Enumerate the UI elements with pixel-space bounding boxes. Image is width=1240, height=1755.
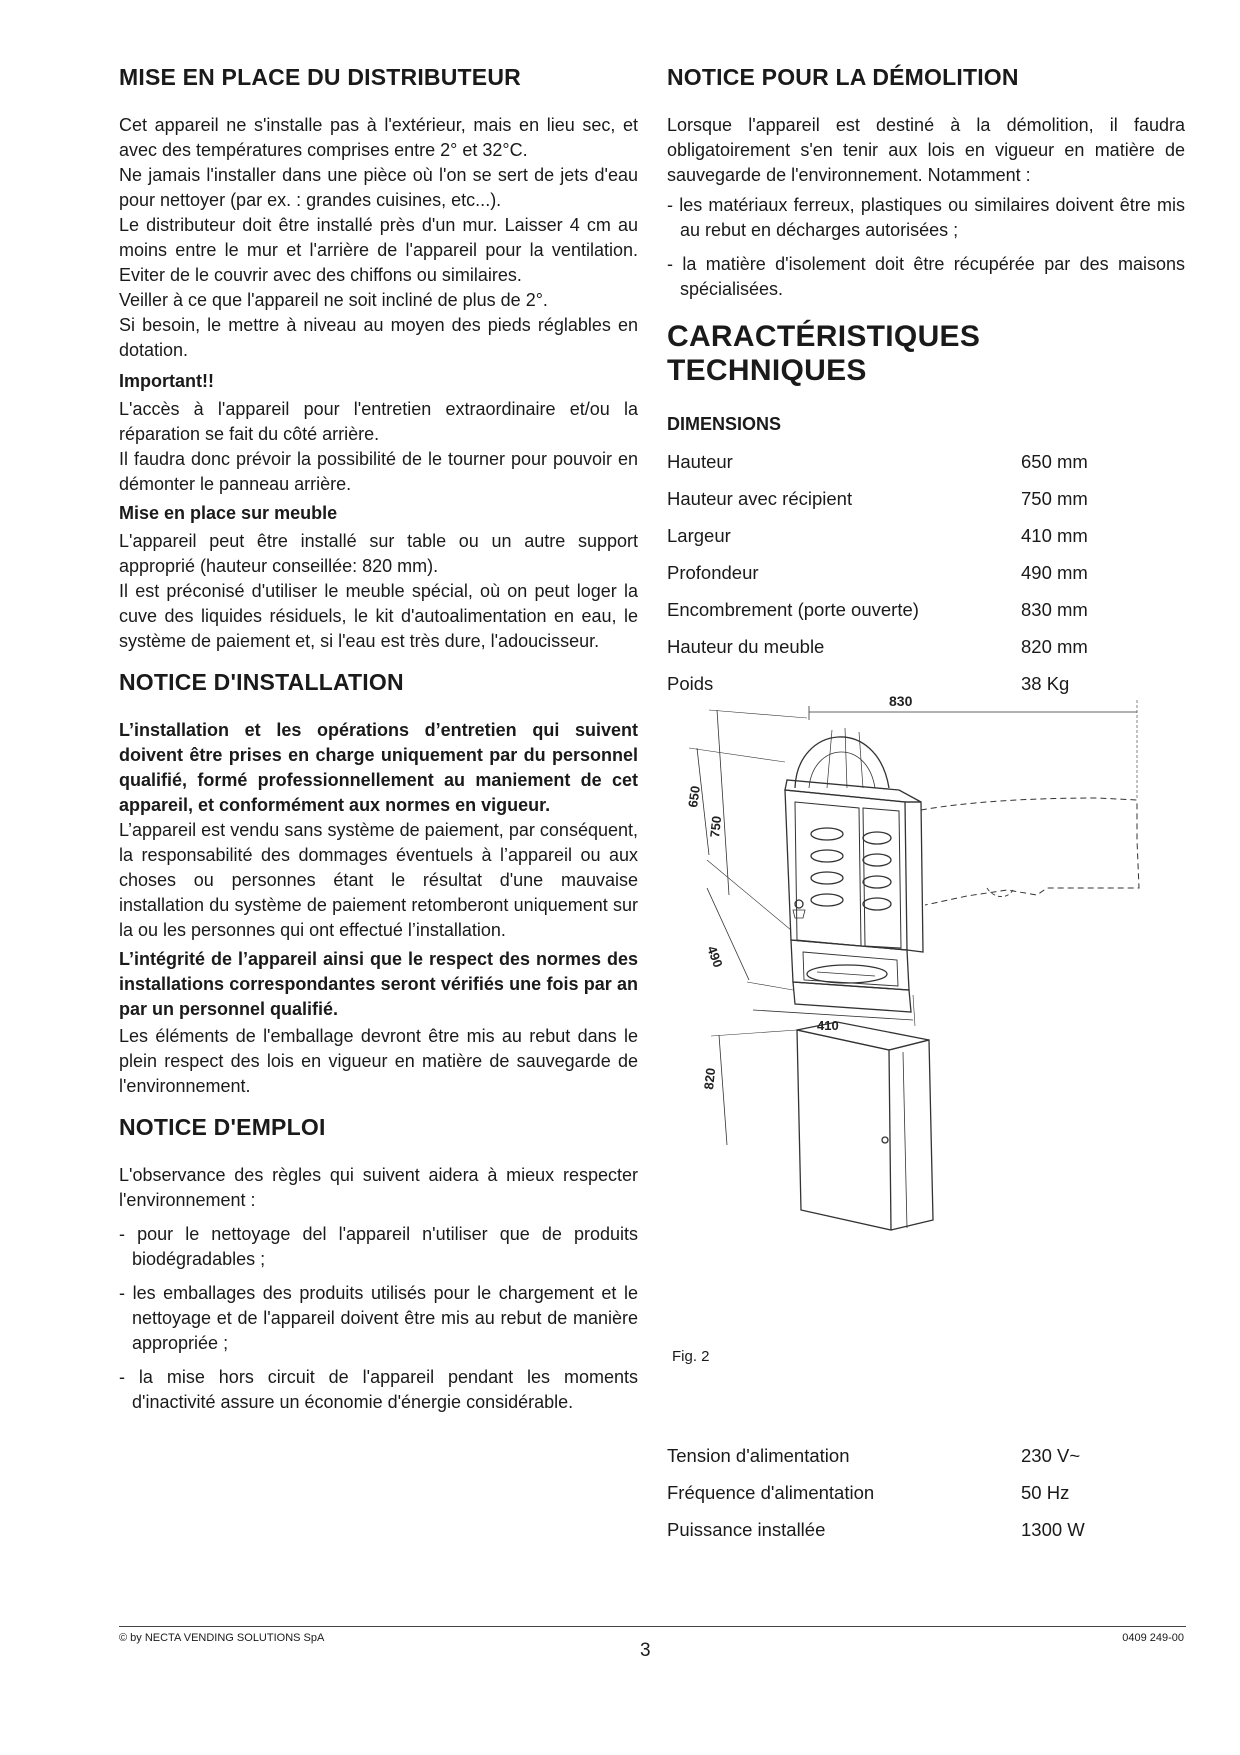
spec-label: Encombrement (porte ouverte)	[667, 598, 919, 620]
install-bold-para-2: L’intégrité de l’appareil ainsi que le respect des normes des installations correspondantes seront vérifiés une fois par an par un personnel qualifié.	[119, 949, 638, 1019]
spec-value: 1300 W	[1021, 1518, 1085, 1540]
spec-label: Hauteur du meuble	[667, 635, 825, 657]
subheading-important: Important!!	[119, 371, 214, 391]
right-column	[667, 64, 1185, 702]
dim-label-830: 830	[889, 693, 913, 709]
spec-value: 820 mm	[1021, 635, 1088, 657]
dim-label-490: 490	[704, 943, 726, 970]
demolition-item: - les matériaux ferreux, plastiques ou similaires doivent être mis au rebut en décharges autorisées ;	[667, 195, 1185, 240]
install-para-1: L’appareil est vendu sans système de paiement, par conséquent, la responsabilité des dommages éventuels à l’appareil ou aux choses ou personnes étant le résultat d'une mauvaise installation du système de paiement retomberont uniquement sur la ou les personnes qui ont effectué l’installation.	[119, 820, 638, 940]
subheading-meuble: Mise en place sur meuble	[119, 503, 338, 523]
heading-notice-emploi: NOTICE D'EMPLOI	[119, 1114, 326, 1140]
emploi-item: - pour le nettoyage del l'appareil n'utiliser que de produits biodégradables ;	[119, 1224, 638, 1269]
spec-value: 410 mm	[1021, 524, 1088, 546]
mise-para-5: Si besoin, le mettre à niveau au moyen des pieds réglables en dotation.	[119, 315, 638, 360]
electrical-table	[667, 1437, 1185, 1548]
spec-value: 490 mm	[1021, 561, 1088, 583]
emploi-item: - la mise hors circuit de l'appareil pendant les moments d'inactivité assure un économie d'énergie considérable.	[119, 1367, 638, 1412]
meuble-para-2: Il est préconisé d'utiliser le meuble spécial, où on peut loger la cuve des liquides résiduels, le kit d'autoalimentation en eau, le système de paiement et, si l'eau est très dure, l'adoucisseur.	[119, 581, 638, 651]
footer-divider	[119, 1626, 1186, 1627]
spec-value: 830 mm	[1021, 598, 1088, 620]
spec-label: Tension d'alimentation	[667, 1444, 850, 1466]
dim-label-750: 750	[707, 815, 725, 839]
install-para-2: Les éléments de l'emballage devront être mis au rebut dans le plein respect des lois en vigueur en matière de sauvegarde de l'environnement.	[119, 1026, 638, 1096]
spec-value: 750 mm	[1021, 487, 1088, 509]
heading-mise-en-place: MISE EN PLACE DU DISTRIBUTEUR	[119, 64, 521, 90]
spec-row	[667, 554, 1185, 591]
vending-machine-dimension-drawing	[667, 690, 1187, 1250]
important-para-1: L'accès à l'appareil pour l'entretien extraordinaire et/ou la réparation se fait du côté arrière.	[119, 399, 638, 444]
page-number: 3	[640, 1640, 651, 1661]
footer-copyright: © by NECTA VENDING SOLUTIONS SpA	[119, 1632, 325, 1644]
spec-label: Profondeur	[667, 561, 759, 583]
spec-value: 230 V~	[1021, 1444, 1081, 1466]
demolition-para: Lorsque l'appareil est destiné à la démolition, il faudra obligatoirement s'en tenir aux lois en vigueur en matière de sauvegarde de l'environnement. Notamment :	[667, 115, 1185, 185]
spec-label: Fréquence d'alimentation	[667, 1481, 875, 1503]
spec-value: 50 Hz	[1021, 1481, 1070, 1503]
left-column	[119, 64, 638, 1415]
install-bold-para-1: L’installation et les opérations d’entretien qui suivent doivent être prises en charge uniquement par du personnel qualifié, formé professionnellement au maniement de cet appareil, et conformément aux normes en vigueur.	[119, 720, 638, 815]
spec-row	[667, 443, 1185, 480]
spec-label: Poids	[667, 672, 714, 694]
spec-value: 650 mm	[1021, 450, 1088, 472]
heading-notice-demolition: NOTICE POUR LA DÉMOLITION	[667, 64, 1019, 90]
spec-row	[667, 517, 1185, 554]
mise-para-1: Cet appareil ne s'installe pas à l'extérieur, mais en lieu sec, et avec des températures comprises entre 2° et 32°C.	[119, 115, 638, 160]
meuble-para-1: L'appareil peut être installé sur table ou un autre support approprié (hauteur conseillée: 820 mm).	[119, 531, 638, 576]
dim-label-820: 820	[701, 1067, 719, 1091]
emploi-item: - les emballages des produits utilisés pour le chargement et le nettoyage et de l'appareil doivent être mis au rebut de manière appropriée ;	[119, 1283, 638, 1353]
spec-row	[667, 1511, 1185, 1548]
subheading-dimensions: DIMENSIONS	[667, 414, 782, 434]
emploi-para: L'observance des règles qui suivent aidera à mieux respecter l'environnement :	[119, 1165, 638, 1210]
spec-label: Hauteur	[667, 450, 733, 472]
spec-label: Hauteur avec récipient	[667, 487, 853, 509]
dim-label-410: 410	[817, 1018, 839, 1033]
spec-row	[667, 628, 1185, 665]
spec-row	[667, 1474, 1185, 1511]
spec-row	[667, 480, 1185, 517]
heading-notice-installation: NOTICE D'INSTALLATION	[119, 669, 404, 695]
spec-value: 38 Kg	[1021, 672, 1070, 694]
spec-row	[667, 1437, 1185, 1474]
spec-label: Puissance installée	[667, 1518, 826, 1540]
mise-para-3: Le distributeur doit être installé près d'un mur. Laisser 4 cm au moins entre le mur et l'arrière de l'appareil pour la ventilation. Eviter de le couvrir avec des chiffons ou similaires.	[119, 215, 638, 285]
footer-doc-code: 0409 249-00	[1122, 1632, 1184, 1644]
dimensions-table	[667, 443, 1185, 702]
figure-caption: Fig. 2	[672, 1348, 710, 1365]
heading-caracteristiques: CARACTÉRISTIQUES TECHNIQUES	[667, 320, 981, 387]
important-para-2: Il faudra donc prévoir la possibilité de le tourner pour pouvoir en démonter le panneau arrière.	[119, 449, 638, 494]
spec-row	[667, 591, 1185, 628]
mise-para-4: Veiller à ce que l'appareil ne soit incliné de plus de 2°.	[119, 290, 548, 310]
mise-para-2: Ne jamais l'installer dans une pièce où l'on se sert de jets d'eau pour nettoyer (par ex. : grandes cuisines, etc...).	[119, 165, 638, 210]
spec-label: Largeur	[667, 524, 731, 546]
dim-label-650: 650	[685, 784, 703, 809]
demolition-item: - la matière d'isolement doit être récupérée par des maisons spécialisées.	[667, 254, 1185, 299]
